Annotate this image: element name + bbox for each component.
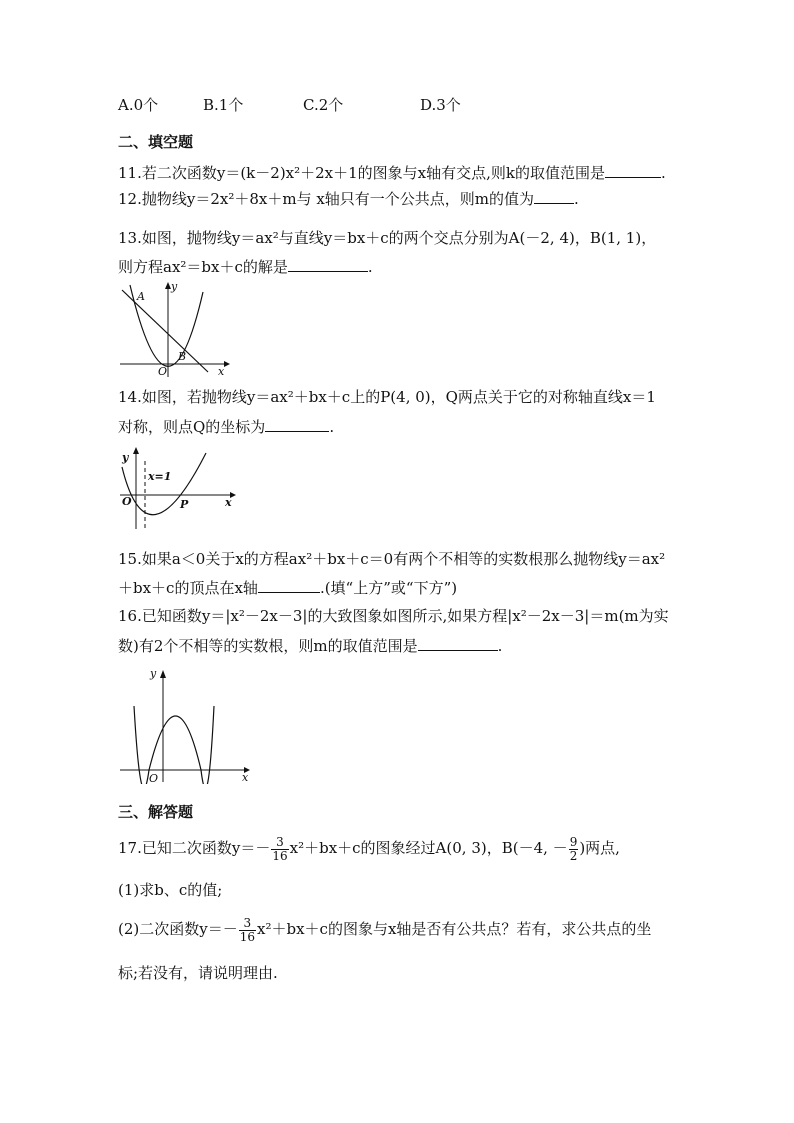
question-14-line2 [118,417,334,437]
fig14-label-p: P [180,498,189,511]
section-answer-heading: 三、解答题 [118,803,194,821]
fig16-label-o: O [149,772,159,784]
question-17-line3: 标;若没有，请说明理由. [118,964,278,982]
fig13-label-y: y [171,282,178,293]
q17-fraction-2 [569,836,579,863]
question-17-sub1: (1)求b、c的值; [118,881,223,899]
q11-answer-blank[interactable] [605,163,661,178]
q12-text: 12.抛物线y＝2x²＋8x＋m与 x轴只有一个公共点，则m的值为 [118,190,535,208]
question-16-line2 [118,636,502,656]
question-15-line2 [118,578,457,598]
q17-part2a: (2)二次函数y＝－ [118,920,238,938]
q15-text: ＋bx＋c的顶点在x轴 [118,579,258,597]
question-13-line2 [118,257,373,277]
fig14-y-arrow-icon [133,447,139,454]
fig16-label-x: x [242,771,249,784]
fig14-label-o: O [122,495,132,508]
q17-fraction-1 [271,836,288,863]
fig13-label-x: x [218,365,225,378]
question-12 [118,189,579,209]
fig14-label-axis: x=1 [148,470,172,483]
q11-text: 11.若二次函数y＝(k－2)x²＋2x＋1的图象与x轴有交点,则k的取值范围是 [118,164,606,182]
fig16-right-branch [201,706,214,784]
choice-b: B.1个 [203,96,244,114]
figure-16 [118,664,254,784]
figure-13 [118,282,230,378]
q17-fraction-3 [239,917,256,944]
q17-part1c: )两点, [579,839,620,857]
q13-text: 则方程ax²＝bx＋c的解是 [118,258,288,276]
q16-text: 数)有2个不相等的实数根，则m的取值范围是 [118,637,418,655]
question-16-line1: 16.已知函数y＝|x²－2x－3|的大致图象如图所示,如果方程|x²－2x－3|＝m(m为实 [118,607,669,625]
fig14-parabola [122,453,206,515]
choice-d: D.3个 [420,96,461,114]
q17-frac2-den: 2 [569,848,578,863]
fig13-label-o: O [158,365,168,378]
fig16-middle-arch [149,716,201,770]
question-17-line1 [118,832,620,864]
q12-end: . [574,190,579,208]
q17-part2b: x²＋bx＋c的图象与x轴是否有公共点？若有，求公共点的坐 [257,920,652,938]
q17-part1a: 17.已知二次函数y＝－ [118,839,271,857]
figure-14 [118,447,236,531]
choice-a: A.0个 [118,96,159,114]
q14-end: . [329,418,335,436]
section-fill-blank-heading: 二、填空题 [118,133,194,151]
q16-end: . [497,637,503,655]
q17-part1b: x²＋bx＋c的图象经过A(0, 3)，B(－4, － [289,839,568,857]
q14-answer-blank[interactable] [265,417,329,432]
question-14-line1: 14.如图，若抛物线y＝ax²＋bx＋c上的P(4, 0)，Q两点关于它的对称轴直线x＝1 [118,388,656,406]
q14-text: 对称，则点Q的坐标为 [118,418,266,436]
fig13-x-arrow-icon [224,361,230,367]
question-11 [118,163,666,183]
q17-frac2-num: 9 [569,834,578,849]
q11-end: . [661,164,666,182]
fig13-label-b: B [178,350,187,363]
q13-end: . [367,258,373,276]
fig14-label-x: x [225,496,232,509]
fig13-line [122,290,208,372]
question-17-line2 [118,913,651,945]
q17-frac1-den: 16 [272,848,288,863]
q13-answer-blank[interactable] [288,257,368,272]
q17-frac3-num: 3 [239,917,256,931]
q16-answer-blank[interactable] [418,636,498,651]
fig16-left-branch [134,706,149,784]
q12-answer-blank[interactable] [534,189,574,204]
q17-frac1-num: 3 [271,836,288,850]
q15-answer-blank[interactable] [258,578,320,593]
fig13-label-a: A [137,290,145,303]
fig16-label-y: y [150,667,157,680]
fig14-label-y: y [122,451,129,464]
question-13-line1: 13.如图，抛物线y＝ax²与直线y＝bx＋c的两个交点分别为A(－2, 4)，B(1, 1)， [118,229,657,247]
q15-end: .(填“上方”或“下方”) [319,579,458,597]
q17-frac3-den: 16 [239,929,256,944]
question-15-line1: 15.如果a＜0关于x的方程ax²＋bx＋c＝0有两个不相等的实数根那么抛物线y＝ax² [118,550,666,568]
choice-c: C.2个 [303,96,344,114]
fig16-y-arrow-icon [160,670,166,678]
